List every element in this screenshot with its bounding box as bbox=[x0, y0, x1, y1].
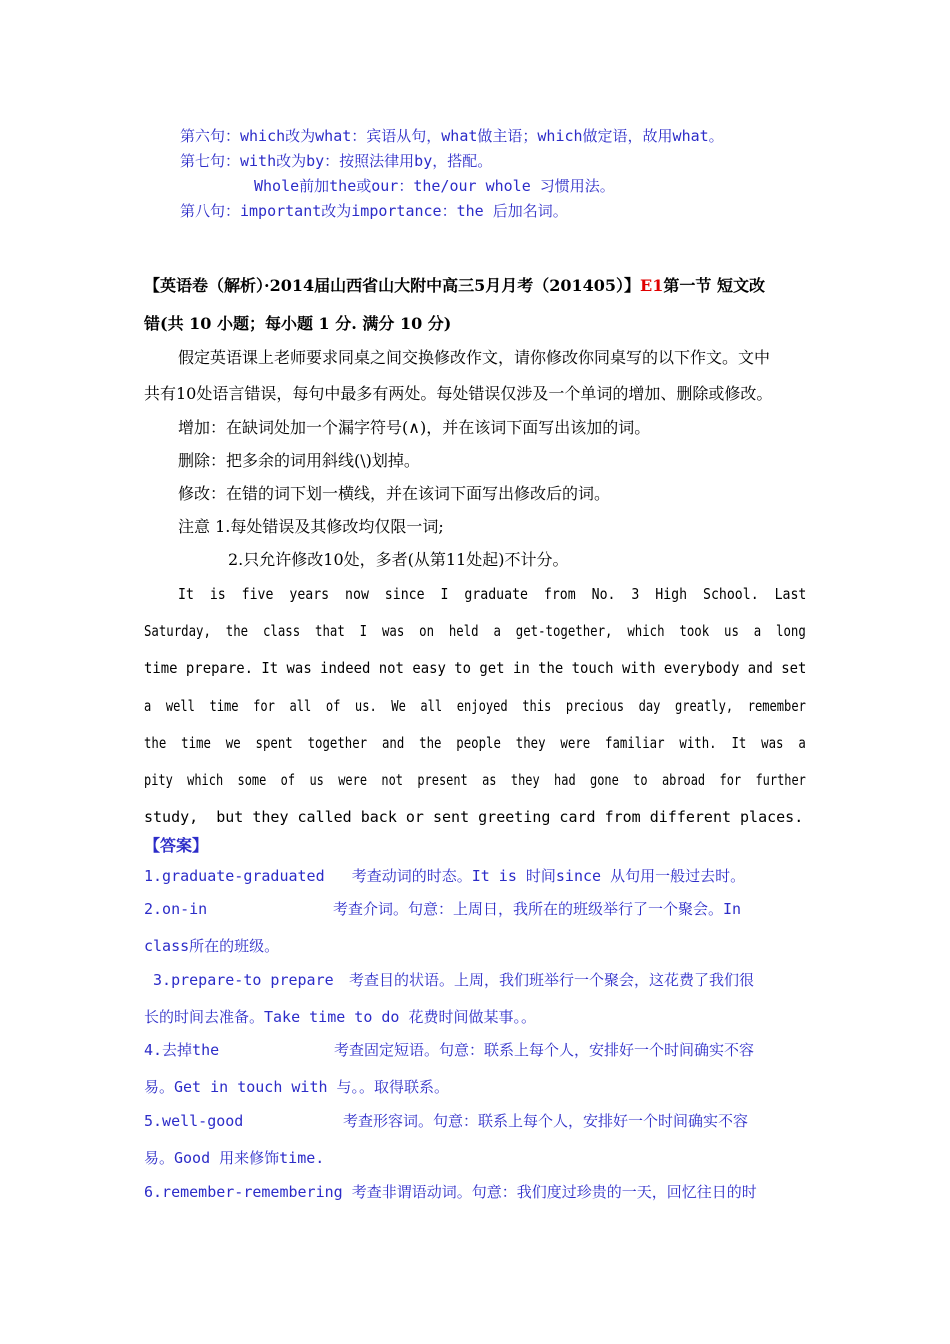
answer-5-explanation: 考查形容词。句意：联系上每个人，安排好一个时间确实不容 bbox=[343, 1112, 749, 1130]
instructions-paragraph-line-2: 共有10处语言错误，每句中最多有两处。每处错误仅涉及一个单词的增加、删除或修改。 bbox=[144, 384, 773, 403]
prev-answer-line-7b: Whole前加the或our：the/our whole 习惯用法。 bbox=[254, 177, 615, 195]
section-header bbox=[144, 278, 765, 294]
instruction-modify: 修改：在错的词下划一横线，并在该词下面写出修改后的词。 bbox=[178, 484, 611, 503]
essay-line-5: the time we spent together and the people they were familiar with. It was a bbox=[144, 734, 806, 752]
prev-answer-line-8: 第八句：important改为importance：the 后加名词。 bbox=[180, 202, 568, 220]
essay-line-2: Saturday, the class that I was on held a get-together, which took us a long bbox=[144, 622, 806, 640]
answer-5-line-2: 易。Good 用来修饰time. bbox=[144, 1149, 325, 1167]
answer-1: 1.graduate-graduated 考查动词的时态。It is 时间since 从句用一般过去时。 bbox=[144, 867, 746, 885]
instruction-note-2: 2.只允许修改10处，多者(从第11处起)不计分。 bbox=[228, 550, 569, 569]
answer-2-line-2: class所在的班级。 bbox=[144, 937, 280, 955]
prev-answer-line-7: 第七句：with改为by：按照法律用by，搭配。 bbox=[180, 152, 493, 170]
answer-4-line-2: 易。Get in touch with 与。。取得联系。 bbox=[144, 1078, 450, 1096]
section-code: E1 bbox=[640, 276, 664, 295]
answer-4-key: 4.去掉the bbox=[144, 1041, 220, 1059]
answer-5-key: 5.well-good bbox=[144, 1112, 244, 1130]
section-title-line-2: 错(共 10 小题；每小题 1 分. 满分 10 分) bbox=[144, 314, 452, 333]
essay-line-3: time prepare. It was indeed not easy to get in the touch with everybody and set bbox=[144, 659, 807, 677]
answer-3-explanation: 考查目的状语。上周，我们班举行一个聚会，这花费了我们很 bbox=[349, 971, 755, 989]
essay-line-4: a well time for all of us. We all enjoyed this precious day greatly, remember bbox=[144, 697, 806, 715]
section-title-source: 【英语卷（解析）·2014届山西省山大附中高三5月月考（201405）】 bbox=[144, 276, 641, 295]
answer-6: 6.remember-remembering 考查非谓语动词。句意：我们度过珍贵的一天，回忆往日的时 bbox=[144, 1183, 757, 1201]
essay-line-7: study, but they called back or sent greeting card from different places. bbox=[144, 808, 804, 826]
answer-4-explanation: 考查固定短语。句意：联系上每个人，安排好一个时间确实不容 bbox=[334, 1041, 755, 1059]
instructions-paragraph-line-1: 假定英语课上老师要求同桌之间交换修改作文，请你修改你同桌写的以下作文。文中 bbox=[178, 348, 771, 367]
instruction-delete: 删除：把多余的词用斜线(\)划掉。 bbox=[178, 451, 420, 470]
section-title-tail: 第一节 短文改 bbox=[663, 276, 765, 295]
answer-2-explanation: 考查介词。句意：上周日，我所在的班级举行了一个聚会。In bbox=[333, 900, 742, 918]
instruction-note-1: 注意 1.每处错误及其修改均仅限一词; bbox=[178, 517, 444, 536]
answer-2-key: 2.on-in bbox=[144, 900, 208, 918]
essay-line-1: It is five years now since I graduate from No. 3 High School. Last bbox=[178, 585, 807, 603]
answer-heading: 【答案】 bbox=[144, 836, 209, 855]
answer-3-line-2: 长的时间去准备。Take time to do 花费时间做某事。。 bbox=[144, 1008, 536, 1026]
essay-line-6: pity which some of us were not present as they had gone to abroad for further bbox=[144, 771, 806, 789]
instruction-add: 增加：在缺词处加一个漏字符号(∧)，并在该词下面写出该加的词。 bbox=[178, 418, 651, 437]
answer-3-key: 3.prepare-to prepare bbox=[144, 971, 334, 989]
prev-answer-line-6: 第六句：which改为what：宾语从句，what做主语；which做定语，故用what。 bbox=[180, 127, 724, 145]
